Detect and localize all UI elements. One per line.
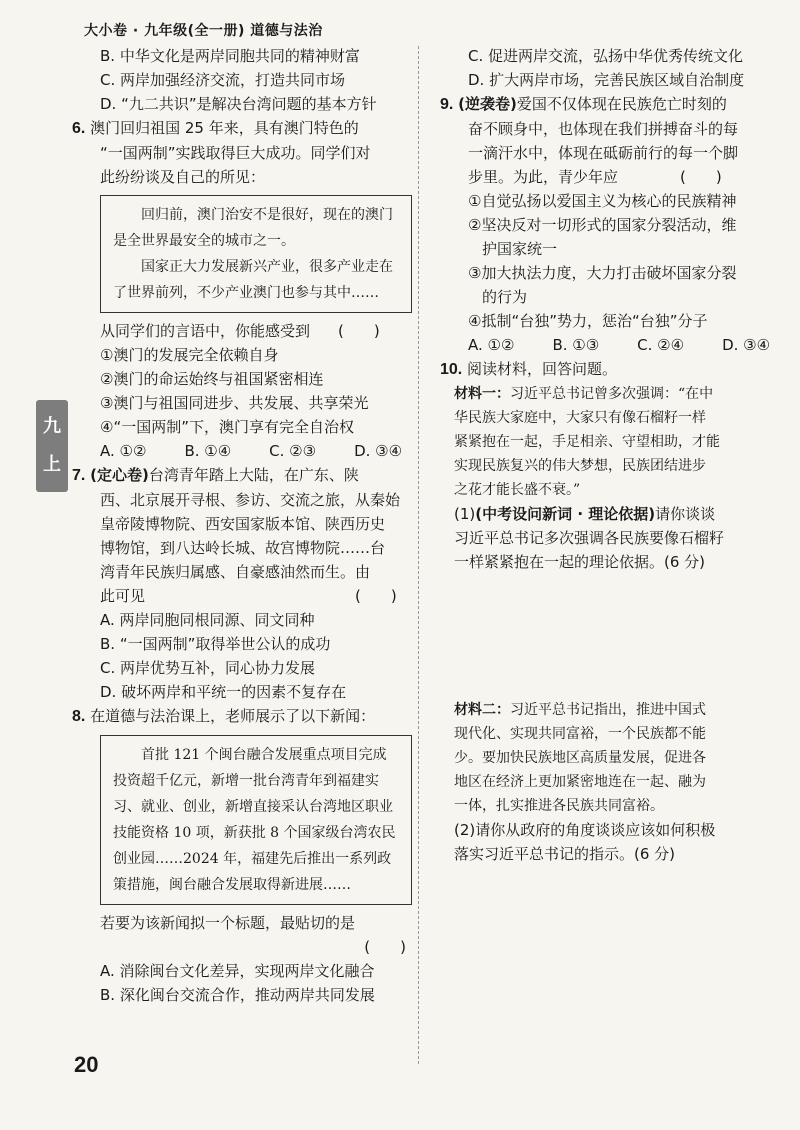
q9-item-3-cont: 的行为	[482, 288, 528, 306]
right-column	[440, 44, 770, 1006]
material-1-line-2: 华民族大家庭中，大家只有像石榴籽一样	[454, 410, 706, 426]
q5-option-c: C. 两岸加强经济交流，打造共同市场	[100, 71, 346, 89]
q8-answer-paren[interactable]: ( )	[364, 938, 406, 956]
q8-stem: 在道德与法治课上，老师展示了以下新闻：	[90, 707, 376, 725]
q9-option-a[interactable]: A. ①②	[468, 336, 515, 354]
q6-item-2: ②澳门的命运始终与祖国紧密相连	[100, 370, 324, 388]
q10-stem: 阅读材料，回答问题。	[467, 360, 618, 378]
material-2-label: 材料二：	[454, 702, 510, 718]
q10-stem-line	[440, 357, 770, 382]
q6-prompt-text: 从同学们的言语中，你能感受到	[100, 322, 311, 340]
q7-stem-3: 皇帝陵博物院、西安国家版本馆、陕西历史	[100, 515, 386, 533]
column-divider	[418, 46, 419, 1064]
side-tab-char-1: 九	[43, 416, 61, 437]
q9-options	[440, 333, 770, 357]
q7-answer-paren[interactable]: ( )	[355, 587, 397, 605]
q9-tag: (逆袭卷)	[458, 95, 517, 113]
page-number: 20	[74, 1052, 99, 1077]
q6-stem-3: 此纷纷谈及自己的所见：	[100, 168, 266, 186]
q8-stem-line	[72, 704, 412, 729]
q10-number: 10.	[440, 361, 463, 378]
q6-option-b[interactable]: B. ①④	[184, 442, 232, 460]
q8-option-b[interactable]: B. 深化闽台交流合作，推动两岸共同发展	[100, 986, 375, 1004]
q6-options	[72, 439, 412, 463]
q6-prompt	[72, 319, 412, 343]
material-2-line-2: 现代化、实现共同富裕，一个民族都不能	[454, 726, 706, 742]
q6-option-a[interactable]: A. ①②	[100, 442, 147, 460]
material-1-line-1	[454, 382, 770, 406]
q10-sub1-text-3: 一样紧紧抱在一起的理论依据。(6 分)	[454, 553, 706, 571]
q9-stem-3: 一滴汗水中，体现在砥砺前行的每一个脚	[468, 144, 739, 162]
q10-sub1-tag: (中考设问新词 · 理论依据)	[475, 505, 656, 523]
q7-stem-line	[72, 463, 412, 488]
q9-stem-1: 爱国不仅体现在民族危亡时刻的	[516, 95, 727, 113]
q10-sub1-line	[440, 502, 770, 526]
material-2-line-3: 少。要加快民族地区高质量发展，促进各	[454, 750, 706, 766]
q10-sub1-prefix: (1)	[454, 505, 476, 523]
q7-option-d[interactable]: D. 破坏两岸和平统一的因素不复存在	[100, 683, 347, 701]
q7-option-a[interactable]: A. 两岸同胞同根同源、同文同种	[100, 611, 315, 629]
q9-answer-paren[interactable]: ( )	[680, 168, 722, 186]
q6-stem-line	[72, 116, 412, 141]
q10-sub2-text-2: 落实习近平总书记的指示。(6 分)	[454, 845, 676, 863]
q7-stem-4: 博物馆，到八达岭长城、故宫博物院……台	[100, 539, 386, 557]
q7-stem-5: 湾青年民族归属感、自豪感油然而生。由	[100, 563, 371, 581]
material-1-label: 材料一：	[454, 386, 510, 402]
q9-last-text: 步里。为此，青少年应	[468, 168, 619, 186]
q10-sub1-text-2: 习近平总书记多次强调各民族要像石榴籽	[454, 529, 725, 547]
q7-option-c[interactable]: C. 两岸优势互补，同心协力发展	[100, 659, 316, 677]
q9-stem-line	[440, 92, 770, 117]
side-tab-char-2: 上	[43, 454, 61, 475]
q9-option-d[interactable]: D. ③④	[722, 336, 771, 354]
q10-sub1-text-1: 请你谈谈	[655, 505, 716, 523]
q9-item-2-cont: 护国家统一	[482, 240, 558, 258]
q6-quote-1: 回归前，澳门治安不是很好，现在的澳门是全世界最安全的城市之一。	[113, 207, 393, 249]
q8-option-a[interactable]: A. 消除闽台文化差异，实现两岸文化融合	[100, 962, 375, 980]
q10-sub2-text-1: (2)请你从政府的角度谈谈应该如何积极	[454, 821, 716, 839]
q9-item-4: ④抵制“台独”势力，惩治“台独”分子	[468, 312, 708, 330]
q6-item-4: ④“一国两制”下，澳门享有完全自治权	[100, 418, 354, 436]
q10-sub1-answer-area[interactable]	[440, 574, 770, 698]
q7-stem-2: 西、北京展开寻根、参访、交流之旅，从秦始	[100, 491, 401, 509]
page-header: 大小卷 · 九年级(全一册) 道德与法治	[84, 23, 323, 39]
q9-option-c[interactable]: C. ②④	[637, 336, 685, 354]
material-2-text-1: 习近平总书记指出，推进中国式	[510, 702, 706, 718]
q8-option-d[interactable]: D. 扩大两岸市场，完善民族区域自治制度	[468, 71, 745, 89]
q6-quote-box	[100, 195, 412, 313]
material-1-line-4: 实现民族复兴的伟大梦想，民族团结进步	[454, 458, 706, 474]
material-1-line-5: 之花才能长盛不衰。”	[454, 482, 581, 498]
q9-stem-2: 奋不顾身中，也体现在我们拼搏奋斗的每	[468, 120, 739, 138]
grade-side-tab	[36, 400, 68, 492]
q5-option-d: D. “九二共识”是解决台湾问题的基本方针	[100, 95, 377, 113]
q6-option-c[interactable]: C. ②③	[269, 442, 317, 460]
q7-stem-1: 台湾青年踏上大陆，在广东、陕	[148, 466, 359, 484]
q7-tag: (定心卷)	[90, 466, 149, 484]
q8-option-c[interactable]: C. 促进两岸交流，弘扬中华优秀传统文化	[468, 47, 744, 65]
q9-number: 9.	[440, 96, 454, 113]
q8-news-box	[100, 735, 412, 905]
q9-item-1: ①自觉弘扬以爱国主义为核心的民族精神	[468, 192, 737, 210]
q7-number: 7.	[72, 467, 86, 484]
q9-last-line	[440, 165, 770, 189]
q6-stem-2: “一国两制”实践取得巨大成功。同学们对	[100, 144, 371, 162]
material-1-text-1: 习近平总书记曾多次强调：“在中	[510, 386, 714, 402]
material-1	[440, 382, 770, 502]
material-2-line-1	[454, 698, 770, 722]
q9-item-3: ③加大执法力度，大力打击破坏国家分裂	[468, 264, 737, 282]
q8-news-text: 首批 121 个闽台融合发展重点项目完成投资超千亿元，新增一批台湾青年到福建实习、就业、创业，新增直接采认台湾地区职业技能资格 10 项，新获批 8 个国家级台湾农民创业园……2024 年，福建先后推出一系列政策措施，闽台融合发展取得新进展……	[113, 747, 396, 893]
q8-prompt: 若要为该新闻拟一个标题，最贴切的是	[100, 914, 356, 932]
material-2-line-5: 一体，扎实推进各民族共同富裕。	[454, 798, 664, 814]
q6-item-1: ①澳门的发展完全依赖自身	[100, 346, 279, 364]
q6-answer-paren[interactable]: ( )	[338, 322, 380, 340]
q6-option-d[interactable]: D. ③④	[354, 442, 403, 460]
q6-quote-2: 国家正大力发展新兴产业，很多产业走在了世界前列，不少产业澳门也参与其中……	[113, 259, 393, 301]
q10-sub2-answer-area[interactable]	[440, 866, 770, 1006]
material-2	[440, 698, 770, 818]
q7-last-line	[72, 584, 412, 608]
material-2-line-4: 地区在经济上更加紧密地连在一起、融为	[454, 774, 706, 790]
q8-number: 8.	[72, 708, 86, 725]
q6-number: 6.	[72, 120, 86, 137]
material-1-line-3: 紧紧抱在一起，手足相亲、守望相助，才能	[454, 434, 720, 450]
q7-option-b[interactable]: B. “一国两制”取得举世公认的成功	[100, 635, 331, 653]
left-column	[72, 44, 412, 1007]
q7-last-text: 此可见	[100, 587, 146, 605]
q9-option-b[interactable]: B. ①③	[552, 336, 600, 354]
q6-stem-1: 澳门回归祖国 25 年来，具有澳门特色的	[90, 119, 359, 137]
q5-option-b: B. 中华文化是两岸同胞共同的精神财富	[100, 47, 360, 65]
q9-item-2: ②坚决反对一切形式的国家分裂活动，维	[468, 216, 737, 234]
q6-item-3: ③澳门与祖国同进步、共发展、共享荣光	[100, 394, 369, 412]
